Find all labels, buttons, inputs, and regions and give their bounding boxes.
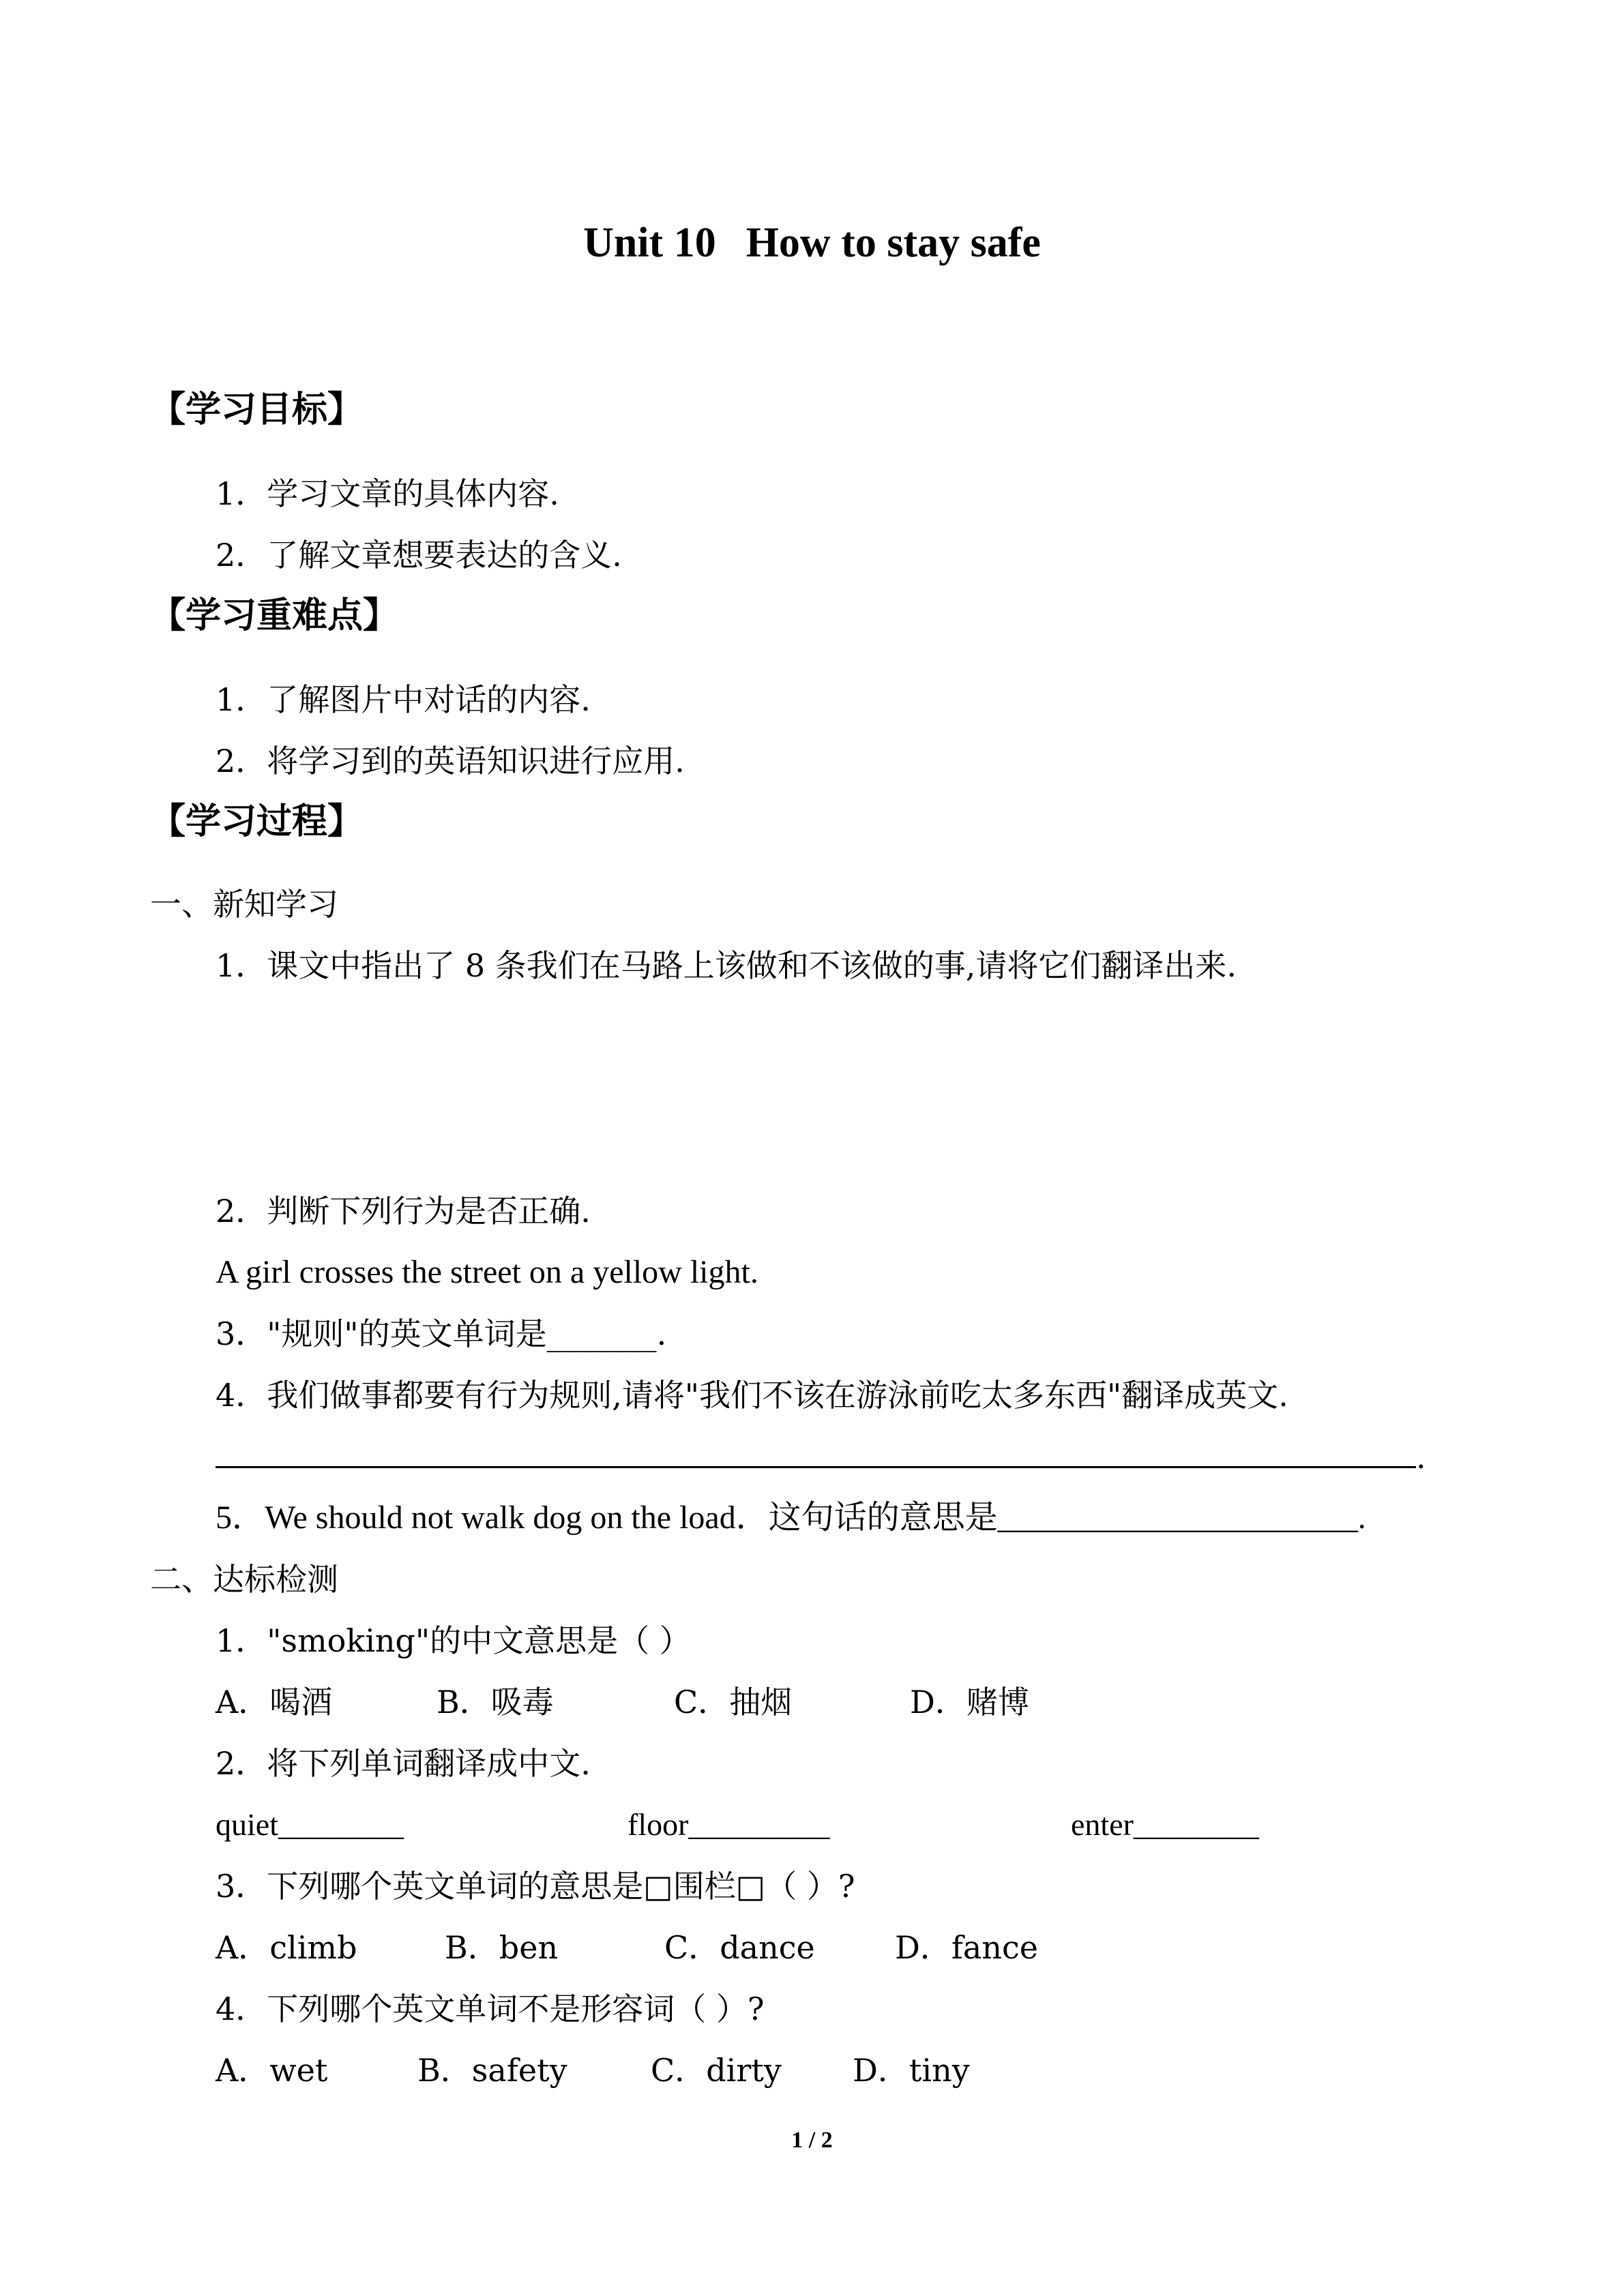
section1-question-2: 2．判断下列行为是否正确. [216, 1193, 591, 1229]
q4-option-d: D．tiny [853, 2052, 970, 2089]
answer-period: . [1416, 1439, 1426, 1476]
q1-option-c: C．抽烟 [674, 1684, 793, 1720]
title-topic: How to stay safe [745, 220, 1041, 266]
q1-option-d: D．赌博 [910, 1684, 1029, 1720]
section2-question-2: 2．将下列单词翻译成中文. [216, 1745, 591, 1782]
section1-question-3: 3．"规则"的英文单词是_______. [216, 1315, 667, 1352]
key-point-item-2: 2．将学习到的英语知识进行应用. [216, 743, 685, 779]
title-unit: Unit 10 [583, 220, 716, 266]
section1-question-4: 4．我们做事都要有行为规则,请将"我们不该在游泳前吃太多东西"翻译成英文. [216, 1377, 1288, 1414]
goal-item-1: 1．学习文章的具体内容. [216, 475, 559, 512]
key-point-item-1: 1．了解图片中对话的内容. [216, 681, 591, 718]
goal-item-2: 2．了解文章想要表达的含义. [216, 537, 622, 573]
section1-question-1: 1．课文中指出了 8 条我们在马路上该做和不该做的事,请将它们翻译出来. [216, 947, 1237, 984]
section2-question-1: 1．"smoking"的中文意思是（ ） [216, 1622, 691, 1659]
q3-option-b: B．ben [445, 1929, 559, 1966]
page-number: 1 / 2 [791, 2128, 833, 2153]
q3-option-a: A．climb [216, 1929, 357, 1966]
section2-title: 二、达标检测 [150, 1561, 338, 1598]
section2-question-4: 4．下列哪个英文单词不是形容词（ ）? [216, 1991, 765, 2027]
q4-option-b: B．safety [417, 2052, 567, 2089]
q2-word-quiet: quiet________ [216, 1807, 404, 1842]
q1-option-a: A．喝酒 [216, 1684, 333, 1720]
q4-option-c: C．dirty [651, 2052, 782, 2089]
section1-question-5: 5．We should not walk dog on the load．这句话的意思是______________________. [216, 1500, 1366, 1536]
q3-option-c: C．dance [664, 1929, 815, 1966]
process-heading: 【学习过程】 [150, 801, 364, 842]
q3-option-d: D．fance [895, 1929, 1038, 1966]
section1-question-2-sentence: A girl crosses the street on a yellow light. [216, 1254, 758, 1290]
q2-word-enter: enter________ [1071, 1807, 1259, 1842]
section1-question-4-answer-line [216, 1436, 1426, 1478]
q2-word-floor: floor_________ [628, 1807, 830, 1842]
key-points-heading: 【学习重难点】 [150, 595, 399, 636]
goals-heading: 【学习目标】 [150, 389, 364, 430]
answer-blank [216, 1436, 1416, 1468]
section1-title: 一、新知学习 [150, 886, 338, 923]
page-title [0, 215, 1624, 270]
q4-option-a: A．wet [216, 2052, 328, 2089]
q1-option-b: B．吸毒 [437, 1684, 554, 1720]
section2-question-3: 3．下列哪个英文单词的意思是□围栏□（ ）? [216, 1868, 855, 1905]
